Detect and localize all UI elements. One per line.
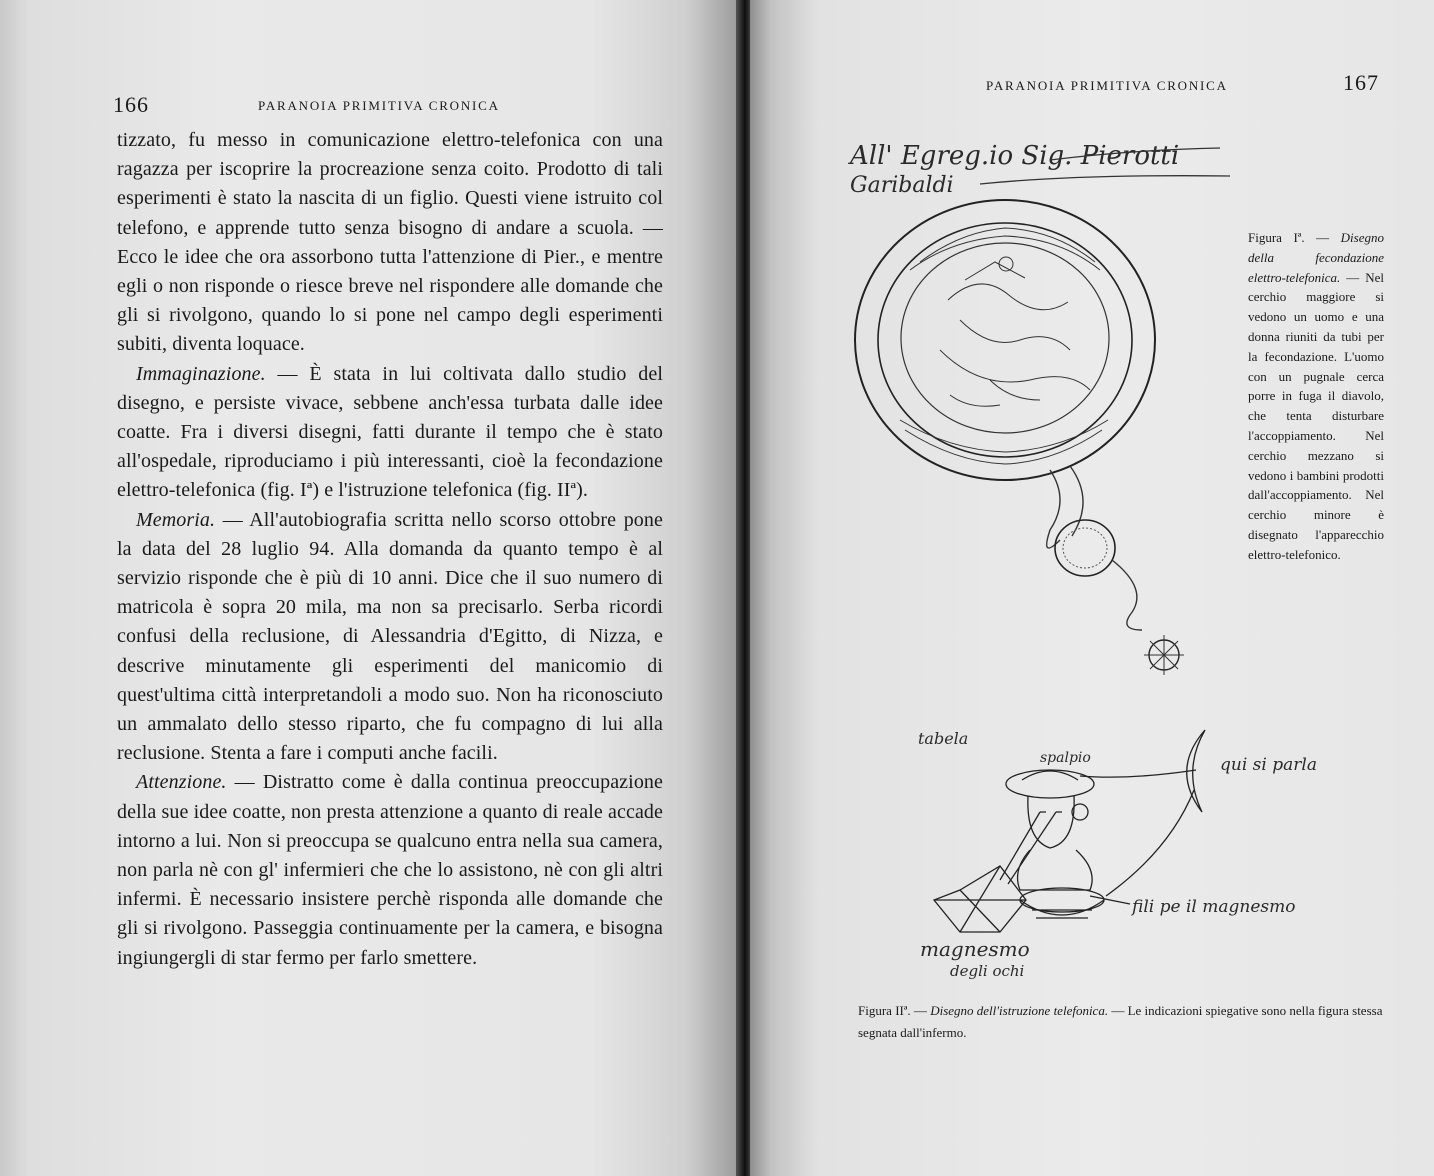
handwritten-magnesmo: magnesmo [920,937,1030,961]
figure1-caption-label: Figura Iª. — [1248,230,1341,245]
section-text: — All'autobiografia scritta nello scorso ottobre pone la data del 28 luglio 94. Alla domanda da quanto tempo è al servizio risponde che è più di 10 anni. Dice che il suo numero di matricola è sopra 20 mila, ma non sa precisarlo. Serba ricordi confusi della reclusione, di Alessandria d'Egitto, di Nizza, e descrive minutamente gli esperimenti del manicomio di quest'ultima città interpretandoli a modo suo. Non ha riconosciuto un ammalato dello stesso riparto, che fu compagno di lui alla reclusione. Stenta a fare i computi anche facili. [117,508,663,765]
handwritten-fili: fili pe il magnesmo [1132,897,1296,917]
figure1-caption [1248,228,1384,565]
figure2-caption-title: Disegno dell'istruzione telefonica. [930,1003,1109,1018]
section-immaginazione [117,360,663,506]
paragraph-intro: tizzato, fu messo in comunicazione elettro-telefonica con una ragazza per iscoprire la procreazione senza coito. Prodotto di tali esperimenti è stato la nascita di un figlio. Questi viene istruito col telefono, e apprende tutto senza bisogno di andare a scuola. — Ecco le idee che ora assorbono tutta l'attenzione di Pier., e mentre egli o non risponde o riesce breve nel rispondere alle domande che gli si rivolgono, quando lo si pone nel campo degli esperimenti subiti, diventa loquace. [117,129,663,356]
section-attenzione [117,768,663,972]
page-number-right: 167 [1343,70,1379,95]
section-heading: Attenzione. [136,771,227,794]
handwritten-degli-ochi: degli ochi [950,962,1025,980]
running-head-right: PARANOIA PRIMITIVA CRONICA [986,78,1228,93]
handwritten-spalpio: spalpio [1040,750,1091,766]
section-memoria [117,506,663,769]
figure1-caption-title: Disegno della fecondazione elettro-telefonica. [1248,230,1384,285]
section-text: — Distratto come è dalla continua preoccupazione della sue idee coatte, non presta attenzione a quanto di reale accade intorno a lui. Non si preoccupa se qualcuno entra nella sua camera, non parla nè con gl' infermieri che che lo assistono, nè con gli altri infermi. È necessario insistere perchè risponda alle domande che gli si rivolgono. Passeggia continuamente per la camera, e bisogna ingiungergli di star fermo per farlo smettere. [117,771,663,969]
figure2-drawing [750,700,1434,1000]
body-text [117,126,663,973]
section-text: — È stata in lui coltivata dallo studio del disegno, e persiste vivace, sebbene anch'essa turbata dalle idee coatte. Fra i diversi disegni, fatti durante il tempo che è stato all'ospedale, riproduciamo i più interessanti, cioè la fecondazione elettro-telefonica (fig. Iª) e l'istruzione telefonica (fig. IIª). [117,362,663,502]
handwritten-tabela: tabela [918,729,969,748]
running-head-left: PARANOIA PRIMITIVA CRONICA [258,98,500,113]
figure2-caption [858,1000,1394,1044]
figure2-caption-label: Figura IIª. — [858,1003,931,1018]
figure2-caption-text: — Le indicazioni spiegative sono nella figura stessa segnata dall'infermo. [858,1003,1383,1040]
section-heading: Memoria. [136,508,216,531]
handwritten-qui-si-parla: qui si parla [1220,755,1317,775]
page-number-left: 166 [113,92,149,117]
figure1-caption-text: — Nel cerchio maggiore si vedono un uomo e una donna riuniti da tubi per la fecondazione. L'uomo con un pugnale cerca porre in fuga il diavolo, che tenta disturbare l'accoppiamento. Nel cerchio mezzano si vedono i bambini prodotti dall'accoppiamento. Nel cerchio minore è disegnato l'apparecchio elettro-telefonico. [1248,269,1384,562]
handwritten-address: All' Egreg.io Sig. Pierotti [850,141,1180,171]
section-heading: Immaginazione. [136,362,266,385]
handwritten-name: Garibaldi [850,173,954,198]
right-page [750,0,1434,1176]
